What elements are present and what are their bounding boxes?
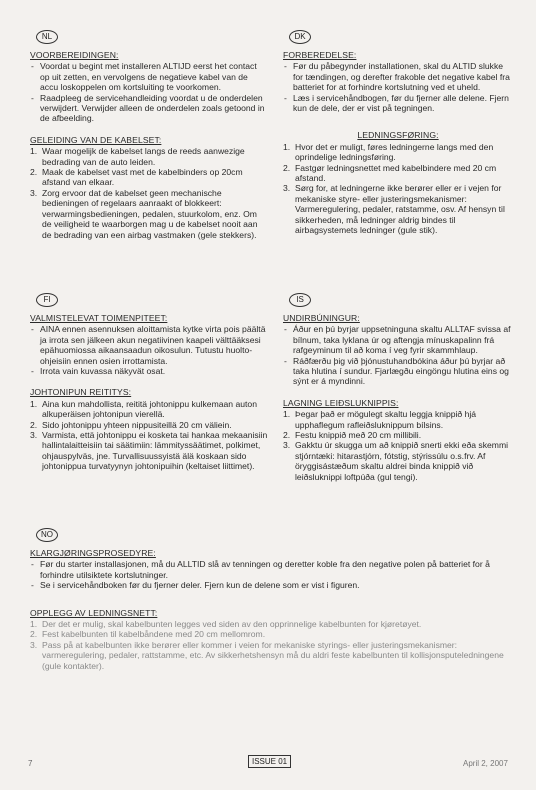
issue-date: April 2, 2007 <box>463 759 508 768</box>
list-item: 3. Varmista, että johtonippu ei kosketa tai hankaa mekaanisiin hallintalaitteisiin tai säätimiin: lämmityssäätimet, polkimet, ohjauspylväs, jne. Turvallisuussyistä älä koskaan sido johtonippua turvatyynyn johtonipuihin (keltaiset liittimet). <box>30 430 268 472</box>
list-item: - Voordat u begint met installeren ALTIJD eerst het contact op uit zetten, en vervolgens de negatieve kabel van de accu loskoppelen om kortsluiting te voorkomen. <box>30 61 268 92</box>
language-badge-fi: FI <box>36 293 58 307</box>
list-item: 2. Fastgør ledningsnettet med kabelbindere med 20 cm afstand. <box>283 162 497 184</box>
no-routing-heading: OPPLEGG AV LEDNINGSNETT: <box>30 607 158 618</box>
fi-routing-heading: JOHTONIPUN REITITYS: <box>30 387 132 398</box>
is-preparation-list <box>283 324 513 386</box>
no-preparation-list <box>30 559 518 590</box>
list-item: - Se i servicehåndboken før du fjerner deler. Fjern kun de delene som er vist i figuren. <box>30 580 518 590</box>
list-item: 1. Waar mogelijk de kabelset langs de reeds aanwezige bedrading van de auto leiden. <box>30 146 245 167</box>
list-item: 2. Fest kabelbunten til kabelbåndene med 20 cm mellomrom. <box>30 629 266 640</box>
section-no <box>30 528 518 671</box>
list-item: 3. Sørg for, at ledningerne ikke berører eller er i vejen for mekaniske styre- eller justeringsmekanismer: Varmeregulering, pedaler, ratstamme, osv. Af hensyn til sikkerheden, må ledninger aldrig bindes til airbagsystemets ledninger (gule stik). <box>283 183 505 236</box>
section-is <box>283 293 513 482</box>
language-badge-dk: DK <box>289 30 311 44</box>
dk-preparation-list <box>283 61 513 113</box>
section-fi <box>30 293 268 472</box>
list-item: - Læs i servicehåndbogen, før du fjerner alle delene. Fjern kun de dele, der er vist på tegningen. <box>283 93 513 114</box>
nl-preparation-heading: VOORBEREIDINGEN: <box>30 50 119 60</box>
fi-preparation-heading: VALMISTELEVAT TOIMENPITEET: <box>30 313 168 323</box>
fi-routing-list <box>30 399 268 472</box>
section-nl <box>30 30 268 240</box>
is-routing-list <box>283 409 513 482</box>
page-number: 7 <box>28 759 33 768</box>
list-item: 3. Gakktu úr skugga um að knippið snerti ekki eða skemmi stjórntæki: hitarastjórn, fótstig, stýrissúlu o.s.frv. Af öryggisástæðum skaltu aldrei binda knippið við leiðsluknippi loftpúða (gul tengi). <box>283 440 509 482</box>
list-item: 1. Þegar það er mögulegt skaltu leggja knippið hjá upphaflegum rafleiðsluknippum bílsins. <box>283 409 477 430</box>
language-badge-is: IS <box>289 293 311 307</box>
dk-preparation-heading: FORBEREDELSE: <box>283 50 357 60</box>
list-item: 3. Zorg ervoor dat de kabelset geen mechanische bedieningen of regelaars aanraakt of blokkeert: verwarmingsbedieningen, pedalen, stuurkolom, enz. Om de veiligheid te waarborgen mag u de kabelset nooit aan de bedrading van een airbag vastmaken (gele stekkers). <box>30 187 258 240</box>
list-item: - Raadpleeg de servicehandleiding voordat u de onderdelen verwijdert. Verwijder alleen de onderdelen zoals getoond in de afbeelding. <box>30 93 268 124</box>
list-item: - AINA ennen asennuksen aloittamista kytke virta pois päältä ja irrota sen jälkeen akun negatiivinen kaapeli välttääksesi epähuomiossa aikaansaadun oikosulun. Tutustu huolto-ohjeisiin ennen osien irrottamista. <box>30 324 268 366</box>
list-item: - Ráðfærðu þig við þjónustuhandbókina áður þú byrjar að taka hlutina í sundur. Fjarlægðu eingöngu hlutina eins og sýnt er á myndinni. <box>283 356 513 387</box>
list-item: - Før du påbegynder installationen, skal du ALTID slukke for tændingen, og derefter frakoble det negative kabel fra batteriet for at forhindre kortslutning ved et uheld. <box>283 61 513 92</box>
issue-label: ISSUE 01 <box>248 755 291 768</box>
is-preparation-heading: UNDIRBÚNINGUR: <box>283 313 360 323</box>
list-item: - Irrota vain kuvassa näkyvät osat. <box>30 366 268 376</box>
list-item: - Før du starter installasjonen, må du ALLTID slå av tenningen og deretter koble fra den negative polen på batteriet for å forhindre utilsiktete kortslutninger. <box>30 559 518 580</box>
fi-preparation-list <box>30 324 268 376</box>
list-item: 1. Aina kun mahdollista, reititä johtonippu kulkemaan auton alkuperäisen johtonipun vierellä. <box>30 398 257 420</box>
language-badge-nl: NL <box>36 30 58 44</box>
nl-preparation-list <box>30 61 268 123</box>
dk-routing-heading: LEDNINGSFØRING: <box>357 130 439 141</box>
list-item: 3. Pass på at kabelbunten ikke berører eller kommer i veien for mekaniske styrings- eller justeringsmekanismer: varmeregulering, pedaler, rattstamme, etc. Av sikkerhetshensyn må du aldri feste kabelbunten til kollisjonsputeledningene (gule kontakter). <box>30 639 504 671</box>
dk-routing-list <box>283 142 513 236</box>
no-routing-list <box>30 619 518 671</box>
list-item: 2. Sido johtonippu yhteen nippusiteillä 20 cm väliein. <box>30 419 232 430</box>
list-item: 1. Der det er mulig, skal kabelbunten legges ved siden av den opprinnelige kabelbunten for kjøretøyet. <box>30 619 422 630</box>
language-badge-no: NO <box>36 528 58 542</box>
no-preparation-heading: KLARGJØRINGSPROSEDYRE: <box>30 548 156 558</box>
list-item: 2. Maak de kabelset vast met de kabelbinders op 20cm afstand van elkaar. <box>30 167 243 188</box>
section-dk <box>283 30 513 236</box>
nl-routing-heading: GELEIDING VAN DE KABELSET: <box>30 134 162 145</box>
is-routing-heading: LAGNING LEIÐSLUKNIPPIS: <box>283 397 399 408</box>
list-item: - Áður en þú byrjar uppsetninguna skaltu ALLTAF svissa af bílnum, taka lyklana úr og aftengja mínuskapalinn frá rafgeyminum til að koma í veg fyrir skammhlaup. <box>283 324 513 355</box>
list-item: 2. Festu knippið með 20 cm millibili. <box>283 430 422 441</box>
list-item: 1. Hvor det er muligt, føres ledningerne langs med den oprindelige ledningsføring. <box>283 141 494 163</box>
nl-routing-list <box>30 146 268 240</box>
